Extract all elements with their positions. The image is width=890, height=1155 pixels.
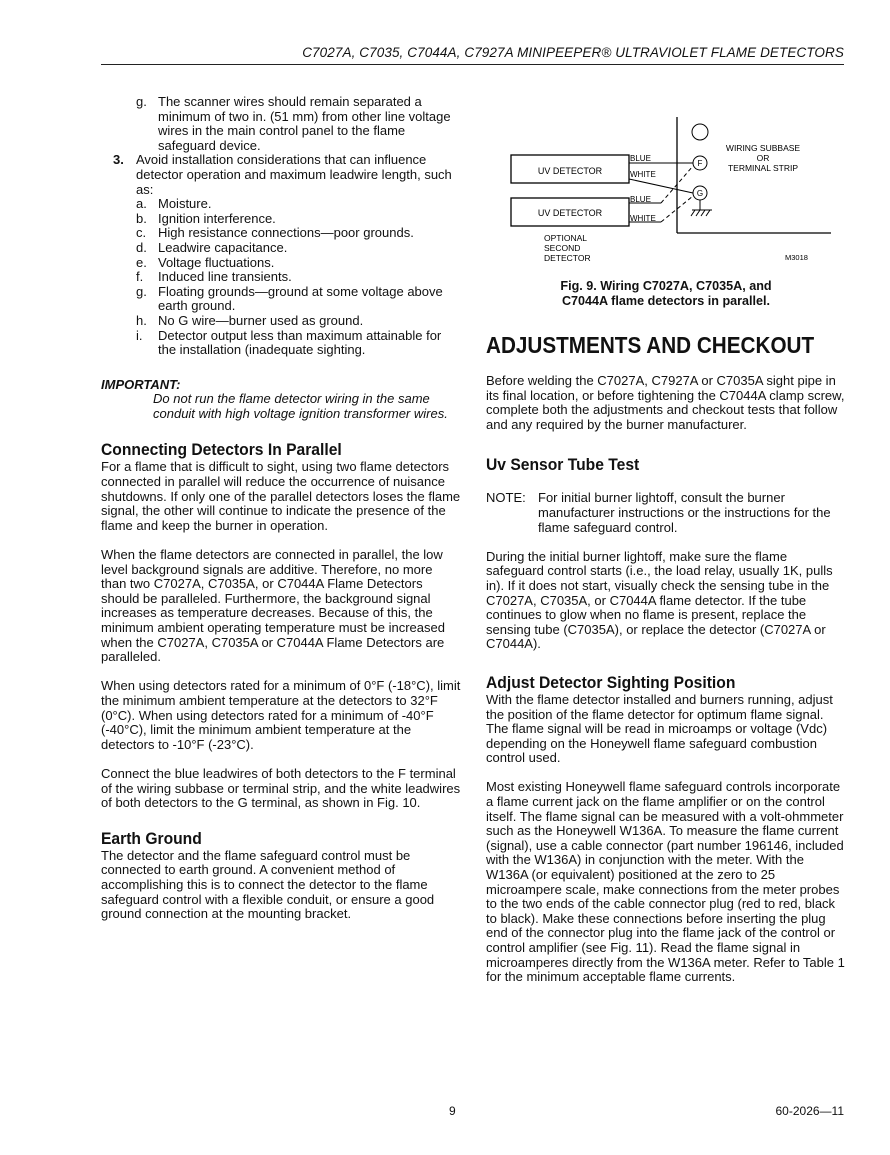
wire-label-white-1: WHITE bbox=[630, 170, 656, 179]
list-subitem bbox=[101, 314, 461, 329]
page-number: 9 bbox=[449, 1104, 456, 1118]
paragraph: The detector and the flame safeguard control must be connected to earth ground. A convenient method of accomplishing this is to connect the detector to the flame safeguard control with a flexible conduit, or ensure a good ground connection at the mounting bracket. bbox=[101, 847, 435, 922]
paragraph: Connect the blue leadwires of both detectors to the F terminal of the wiring subbase or terminal strip, and the white leadwires of both detectors to the G terminal, as shown in Fig. 10. bbox=[101, 765, 461, 811]
section-heading-earth-ground: Earth Ground bbox=[101, 828, 202, 848]
list-text: No G wire—burner used as ground. bbox=[158, 312, 364, 328]
list-text: Ignition interference. bbox=[158, 210, 276, 226]
list-subitem bbox=[101, 241, 461, 256]
list-subitem bbox=[101, 226, 461, 241]
list-text: Leadwire capacitance. bbox=[158, 239, 288, 255]
list-marker: a. bbox=[136, 196, 147, 212]
paragraph: When using detectors rated for a minimum of 0°F (-18°C), limit the minimum ambient temperature at the detectors to 32°F (0°C). When using detectors rated for a minimum of -40°F (-40°C), limit the minimum ambient temperature at the detectors to -10°F (-23°C). bbox=[101, 678, 461, 752]
document-code: 60-2026—11 bbox=[775, 1104, 844, 1118]
important-label: IMPORTANT: bbox=[101, 376, 181, 392]
svg-text:SECOND: SECOND bbox=[544, 243, 581, 253]
paragraph: When the flame detectors are connected in parallel, the low level background signals are additive. Therefore, no more than two C7027A, C7035A, or C7044A Flame Detectors should be paralleled. Furthermore, the background signal increases as temperature decreases. Because of this, the minimum ambient operating temperature must be increased when the C7027A, C7035A or C7044A Flame Detectors are paralleled. bbox=[101, 547, 445, 665]
wiring-diagram bbox=[486, 112, 846, 272]
section-heading-parallel: Connecting Detectors In Parallel bbox=[101, 440, 342, 460]
wire-label-blue-1: BLUE bbox=[630, 154, 651, 163]
list-subitem bbox=[101, 212, 461, 227]
paragraph: Most existing Honeywell flame safeguard controls incorporate a flame current jack on the flame amplifier or on the control itself. The flame signal can be measured with a volt-ohmmeter such as the Honeywell W136A. To measure the flame current (signal), use a cable connector (part number 196146, included with the W136A) in conjunction with the meter. With the W136A (or equivalent) positioned at the zero to 25 microampere scale, make connections from the meter probes to the two ends of the cable connector plug (red to red, black to black). Make these connections before inserting the plug end of the connector plug into the flame jack of the control or control amplifier (see Fig. 11). Read the flame signal in microamperes directly from the W136A meter. Refer to Table 1 for the minimum acceptable flame currents. bbox=[486, 779, 845, 985]
page-header-title: C7027A, C7035, C7044A, C7927A MINIPEEPER® ULTRAVIOLET FLAME DETECTORS bbox=[302, 45, 844, 60]
note-label: NOTE: bbox=[486, 490, 526, 506]
paragraph: Before welding the C7027A, C7927A or C7035A sight pipe in its final location, or before tightening the C7044A clamp screw, complete both the adjustments and checkout tests that follow and any required by the burner manufacturer. bbox=[486, 373, 845, 432]
paragraph: For a flame that is difficult to sight, using two flame detectors connected in parallel will reduce the occurrence of nuisance shutdowns. If only one of the parallel detectors loses the flame signal, the other will continue to indicate the presence of the flame and keep the burner in operation. bbox=[101, 459, 461, 533]
list-subitem bbox=[101, 329, 461, 358]
list-marker: 3. bbox=[113, 152, 124, 168]
paragraph: With the flame detector installed and burners running, adjust the position of the flame detector for optimum flame signal. The flame signal will be read in microamps or voltage (Vdc) depending on the Honeywell flame safeguard combustion control used. bbox=[486, 691, 833, 766]
list-text: Floating grounds—ground at some voltage above earth ground. bbox=[158, 283, 443, 314]
wire-label-white-2: WHITE bbox=[630, 214, 656, 223]
svg-text:TERMINAL STRIP: TERMINAL STRIP bbox=[727, 163, 799, 173]
note bbox=[486, 491, 846, 535]
figure-code: M3018 bbox=[785, 253, 808, 262]
note-text: For initial burner lightoff, consult the burner manufacturer instructions or the instructions for the flame safeguard control. bbox=[538, 490, 831, 535]
wire-label-blue-2: BLUE bbox=[630, 195, 651, 204]
list-text: Moisture. bbox=[158, 196, 212, 212]
list-subitem bbox=[101, 197, 461, 212]
figure-caption: Fig. 9. Wiring C7027A, C7035A, and C7044A flame detectors in parallel. bbox=[560, 279, 772, 308]
list-marker: i. bbox=[136, 327, 143, 343]
list-marker: f. bbox=[136, 269, 144, 285]
list-marker: e. bbox=[136, 254, 147, 270]
list-text: Avoid installation considerations that can influence detector operation and maximum leadwire length, such as: bbox=[136, 152, 452, 197]
list-item-3 bbox=[101, 153, 461, 197]
svg-text:G: G bbox=[696, 189, 704, 198]
uv-detector-label-2: UV DETECTOR bbox=[537, 208, 603, 218]
uv-detector-label-1: UV DETECTOR bbox=[537, 166, 603, 176]
subbase-label: WIRING SUBBASE bbox=[725, 143, 801, 153]
list-text: Voltage fluctuations. bbox=[158, 254, 275, 270]
list-marker: c. bbox=[136, 225, 147, 241]
list-marker: b. bbox=[136, 210, 147, 226]
list-text: The scanner wires should remain separated a minimum of two in. (51 mm) from other line voltage wires in the main control panel to the flame safeguard device. bbox=[158, 94, 451, 153]
list-marker: g. bbox=[136, 94, 147, 109]
list-text: Detector output less than maximum attainable for the installation (inadequate sighting. bbox=[158, 327, 442, 358]
heading-adjustments-checkout: ADJUSTMENTS AND CHECKOUT bbox=[486, 332, 815, 358]
list-subitem bbox=[101, 270, 461, 285]
svg-text:DETECTOR: DETECTOR bbox=[544, 253, 591, 263]
list-marker: g. bbox=[136, 283, 147, 299]
list-marker: d. bbox=[136, 239, 147, 255]
important-text: Do not run the flame detector wiring in the same conduit with high voltage ignition transformer wires. bbox=[153, 391, 448, 421]
list-marker: h. bbox=[136, 312, 147, 328]
optional-detector-label: OPTIONAL bbox=[544, 233, 587, 243]
list-subitem bbox=[101, 285, 461, 314]
installation-considerations-list bbox=[101, 197, 461, 358]
list-subitem bbox=[101, 256, 461, 271]
list-text: Induced line transients. bbox=[158, 269, 292, 285]
list-text: High resistance connections—poor grounds. bbox=[158, 225, 414, 241]
header-rule bbox=[101, 64, 844, 65]
section-heading-sighting: Adjust Detector Sighting Position bbox=[486, 672, 736, 692]
section-heading-uv-test: Uv Sensor Tube Test bbox=[486, 455, 640, 475]
left-column bbox=[101, 95, 461, 922]
svg-text:F: F bbox=[697, 159, 703, 168]
paragraph: During the initial burner lightoff, make sure the flame safeguard control starts (i.e., the load relay, usually 1K, pulls in). If it does not start, visually check the sensing tube in the C7027A, C7035A, or C7044A flame detector. If the tube continues to glow when no flame is present, replace the sensing tube (C7035A), or replace the detector (C7027A or C7044A). bbox=[486, 548, 833, 652]
list-item-g-wires bbox=[101, 95, 461, 153]
right-column bbox=[486, 331, 846, 985]
svg-text:OR: OR bbox=[756, 153, 770, 163]
